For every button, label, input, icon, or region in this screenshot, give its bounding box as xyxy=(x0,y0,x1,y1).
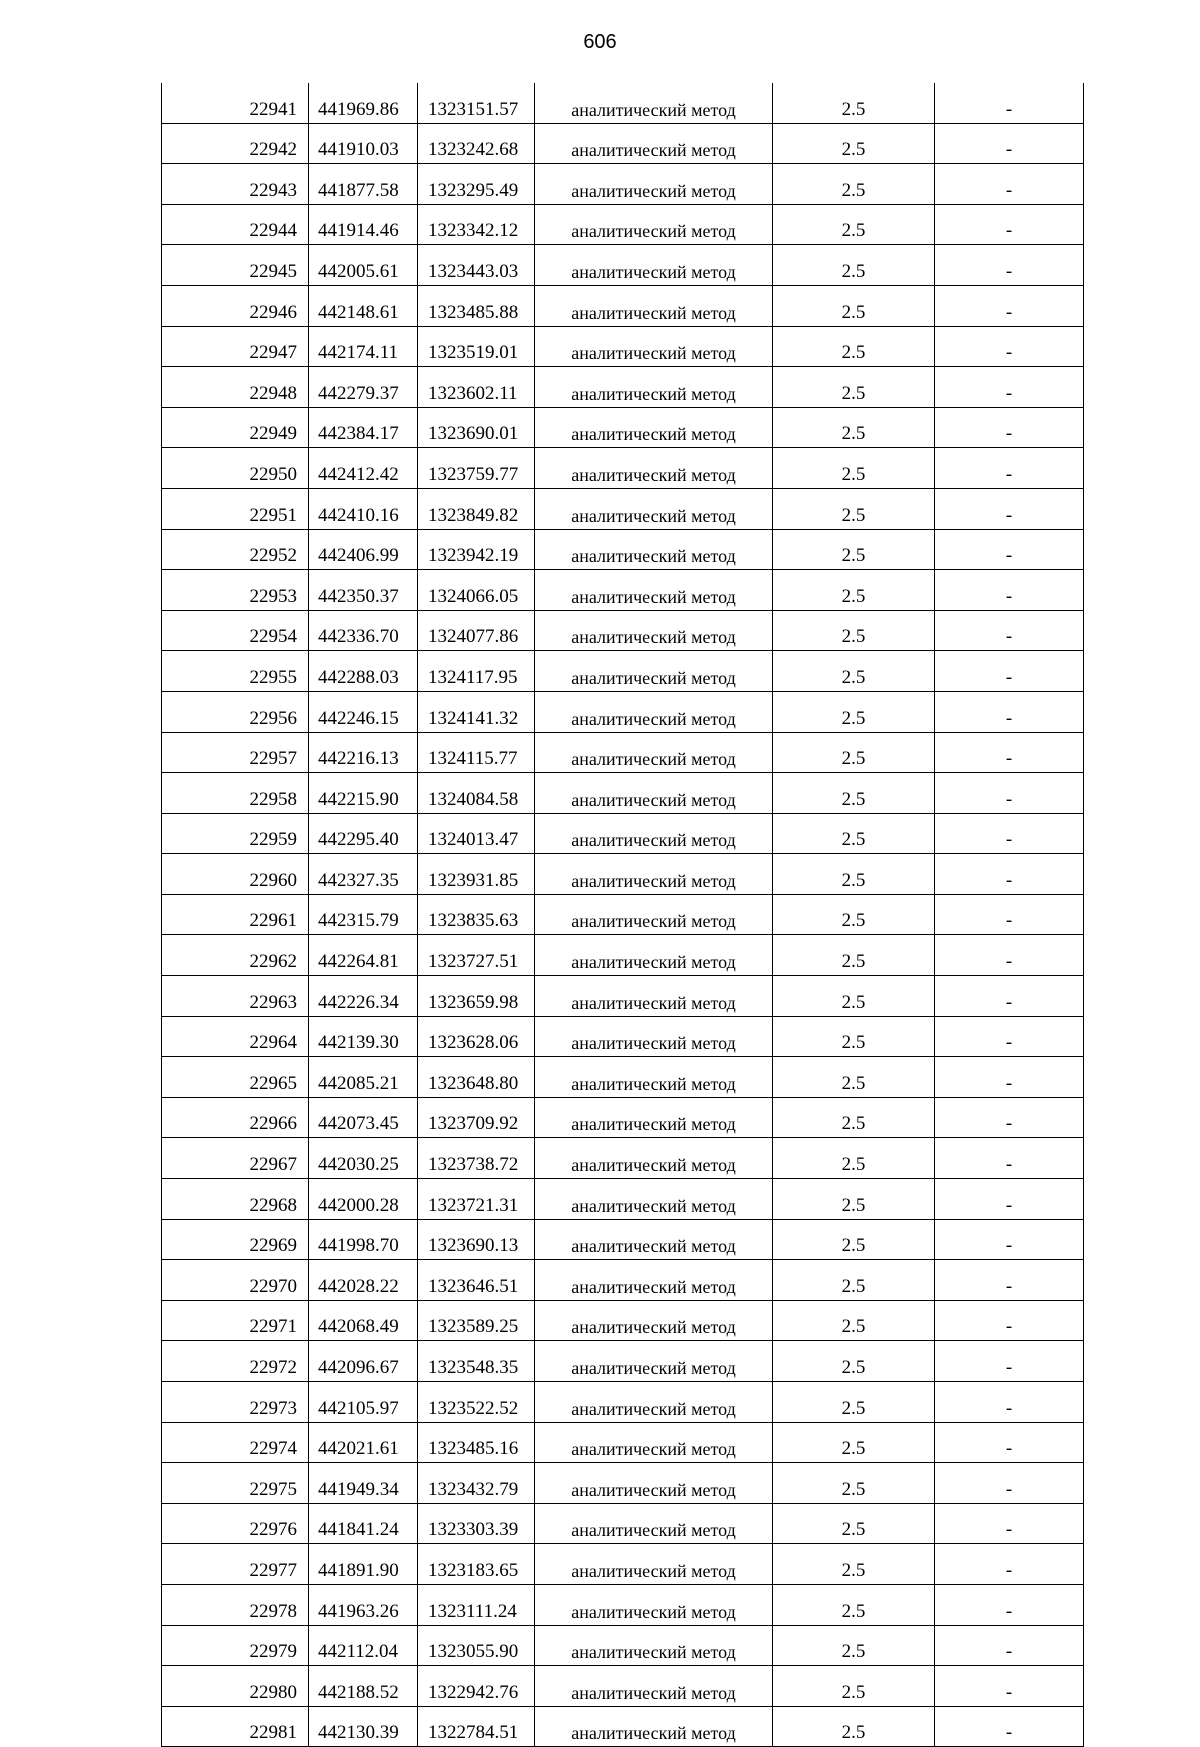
error-cell: 2.5 xyxy=(773,732,935,773)
note-cell: - xyxy=(935,773,1084,814)
point-number-cell: 22966 xyxy=(162,1097,309,1138)
note-cell: - xyxy=(935,732,1084,773)
note-cell: - xyxy=(935,1382,1084,1423)
method-cell: аналитический метод xyxy=(535,1057,773,1098)
table-row xyxy=(162,1219,1084,1260)
point-number-cell: 22965 xyxy=(162,1057,309,1098)
x-coordinate-cell: 442288.03 xyxy=(309,651,418,692)
y-coordinate-cell: 1323646.51 xyxy=(418,1260,535,1301)
error-cell: 2.5 xyxy=(773,1179,935,1220)
x-coordinate-cell: 441963.26 xyxy=(309,1584,418,1625)
table-row xyxy=(162,651,1084,692)
point-number-cell: 22980 xyxy=(162,1666,309,1707)
error-cell: 2.5 xyxy=(773,1503,935,1544)
note-cell: - xyxy=(935,1463,1084,1504)
x-coordinate-cell: 441969.86 xyxy=(309,83,418,123)
x-coordinate-cell: 442073.45 xyxy=(309,1097,418,1138)
point-number-cell: 22967 xyxy=(162,1138,309,1179)
note-cell: - xyxy=(935,1057,1084,1098)
error-cell: 2.5 xyxy=(773,1382,935,1423)
point-number-cell: 22941 xyxy=(162,83,309,123)
x-coordinate-cell: 442384.17 xyxy=(309,407,418,448)
method-cell: аналитический метод xyxy=(535,1422,773,1463)
x-coordinate-cell: 442315.79 xyxy=(309,894,418,935)
error-cell: 2.5 xyxy=(773,1544,935,1585)
x-coordinate-cell: 442216.13 xyxy=(309,732,418,773)
y-coordinate-cell: 1324141.32 xyxy=(418,691,535,732)
error-cell: 2.5 xyxy=(773,204,935,245)
table-row xyxy=(162,1584,1084,1625)
y-coordinate-cell: 1324013.47 xyxy=(418,813,535,854)
note-cell: - xyxy=(935,326,1084,367)
x-coordinate-cell: 442215.90 xyxy=(309,773,418,814)
table-row xyxy=(162,1179,1084,1220)
y-coordinate-cell: 1323342.12 xyxy=(418,204,535,245)
table-row xyxy=(162,773,1084,814)
table-row xyxy=(162,1016,1084,1057)
page-number: 606 xyxy=(583,31,617,53)
method-cell: аналитический метод xyxy=(535,326,773,367)
table-row xyxy=(162,1097,1084,1138)
point-number-cell: 22977 xyxy=(162,1544,309,1585)
error-cell: 2.5 xyxy=(773,1057,935,1098)
point-number-cell: 22981 xyxy=(162,1706,309,1747)
x-coordinate-cell: 442410.16 xyxy=(309,488,418,529)
note-cell: - xyxy=(935,1544,1084,1585)
point-number-cell: 22956 xyxy=(162,691,309,732)
y-coordinate-cell: 1322942.76 xyxy=(418,1666,535,1707)
table-row xyxy=(162,83,1084,123)
error-cell: 2.5 xyxy=(773,1706,935,1747)
note-cell: - xyxy=(935,245,1084,286)
error-cell: 2.5 xyxy=(773,245,935,286)
point-number-cell: 22951 xyxy=(162,488,309,529)
method-cell: аналитический метод xyxy=(535,164,773,205)
table-row xyxy=(162,1300,1084,1341)
method-cell: аналитический метод xyxy=(535,691,773,732)
error-cell: 2.5 xyxy=(773,488,935,529)
table-row xyxy=(162,123,1084,164)
x-coordinate-cell: 442096.67 xyxy=(309,1341,418,1382)
note-cell: - xyxy=(935,448,1084,489)
y-coordinate-cell: 1323759.77 xyxy=(418,448,535,489)
table-row xyxy=(162,1341,1084,1382)
y-coordinate-cell: 1323485.88 xyxy=(418,285,535,326)
error-cell: 2.5 xyxy=(773,773,935,814)
y-coordinate-cell: 1323849.82 xyxy=(418,488,535,529)
note-cell: - xyxy=(935,204,1084,245)
y-coordinate-cell: 1323659.98 xyxy=(418,976,535,1017)
method-cell: аналитический метод xyxy=(535,488,773,529)
point-number-cell: 22974 xyxy=(162,1422,309,1463)
x-coordinate-cell: 442174.11 xyxy=(309,326,418,367)
point-number-cell: 22971 xyxy=(162,1300,309,1341)
error-cell: 2.5 xyxy=(773,894,935,935)
x-coordinate-cell: 442264.81 xyxy=(309,935,418,976)
y-coordinate-cell: 1323602.11 xyxy=(418,367,535,408)
note-cell: - xyxy=(935,123,1084,164)
table-row xyxy=(162,164,1084,205)
note-cell: - xyxy=(935,1219,1084,1260)
table-row xyxy=(162,1260,1084,1301)
y-coordinate-cell: 1323738.72 xyxy=(418,1138,535,1179)
x-coordinate-cell: 442188.52 xyxy=(309,1666,418,1707)
y-coordinate-cell: 1323721.31 xyxy=(418,1179,535,1220)
note-cell: - xyxy=(935,1260,1084,1301)
note-cell: - xyxy=(935,1503,1084,1544)
y-coordinate-cell: 1323519.01 xyxy=(418,326,535,367)
y-coordinate-cell: 1323151.57 xyxy=(418,83,535,123)
x-coordinate-cell: 442130.39 xyxy=(309,1706,418,1747)
table-row xyxy=(162,1666,1084,1707)
method-cell: аналитический метод xyxy=(535,570,773,611)
point-number-cell: 22957 xyxy=(162,732,309,773)
table-row xyxy=(162,367,1084,408)
point-number-cell: 22960 xyxy=(162,854,309,895)
note-cell: - xyxy=(935,570,1084,611)
y-coordinate-cell: 1324077.86 xyxy=(418,610,535,651)
error-cell: 2.5 xyxy=(773,935,935,976)
point-number-cell: 22947 xyxy=(162,326,309,367)
method-cell: аналитический метод xyxy=(535,83,773,123)
table-row xyxy=(162,1625,1084,1666)
method-cell: аналитический метод xyxy=(535,1097,773,1138)
table-row xyxy=(162,204,1084,245)
note-cell: - xyxy=(935,529,1084,570)
table-row xyxy=(162,1057,1084,1098)
table-row xyxy=(162,976,1084,1017)
x-coordinate-cell: 442068.49 xyxy=(309,1300,418,1341)
coordinates-table xyxy=(161,83,1084,1747)
y-coordinate-cell: 1323628.06 xyxy=(418,1016,535,1057)
note-cell: - xyxy=(935,976,1084,1017)
table-row xyxy=(162,1503,1084,1544)
x-coordinate-cell: 441910.03 xyxy=(309,123,418,164)
method-cell: аналитический метод xyxy=(535,245,773,286)
error-cell: 2.5 xyxy=(773,610,935,651)
y-coordinate-cell: 1323942.19 xyxy=(418,529,535,570)
x-coordinate-cell: 442000.28 xyxy=(309,1179,418,1220)
y-coordinate-cell: 1323709.92 xyxy=(418,1097,535,1138)
x-coordinate-cell: 441877.58 xyxy=(309,164,418,205)
point-number-cell: 22979 xyxy=(162,1625,309,1666)
x-coordinate-cell: 441914.46 xyxy=(309,204,418,245)
error-cell: 2.5 xyxy=(773,285,935,326)
x-coordinate-cell: 442279.37 xyxy=(309,367,418,408)
table-row xyxy=(162,935,1084,976)
error-cell: 2.5 xyxy=(773,367,935,408)
note-cell: - xyxy=(935,1179,1084,1220)
error-cell: 2.5 xyxy=(773,976,935,1017)
x-coordinate-cell: 442350.37 xyxy=(309,570,418,611)
y-coordinate-cell: 1324117.95 xyxy=(418,651,535,692)
error-cell: 2.5 xyxy=(773,1219,935,1260)
method-cell: аналитический метод xyxy=(535,854,773,895)
note-cell: - xyxy=(935,894,1084,935)
table-row xyxy=(162,488,1084,529)
table-row xyxy=(162,1706,1084,1747)
error-cell: 2.5 xyxy=(773,326,935,367)
point-number-cell: 22955 xyxy=(162,651,309,692)
method-cell: аналитический метод xyxy=(535,1179,773,1220)
method-cell: аналитический метод xyxy=(535,1544,773,1585)
x-coordinate-cell: 442412.42 xyxy=(309,448,418,489)
method-cell: аналитический метод xyxy=(535,529,773,570)
point-number-cell: 22952 xyxy=(162,529,309,570)
table-row xyxy=(162,854,1084,895)
table-row xyxy=(162,732,1084,773)
y-coordinate-cell: 1324066.05 xyxy=(418,570,535,611)
method-cell: аналитический метод xyxy=(535,732,773,773)
error-cell: 2.5 xyxy=(773,691,935,732)
point-number-cell: 22946 xyxy=(162,285,309,326)
point-number-cell: 22976 xyxy=(162,1503,309,1544)
point-number-cell: 22970 xyxy=(162,1260,309,1301)
point-number-cell: 22978 xyxy=(162,1584,309,1625)
y-coordinate-cell: 1323589.25 xyxy=(418,1300,535,1341)
error-cell: 2.5 xyxy=(773,529,935,570)
table-row xyxy=(162,1382,1084,1423)
method-cell: аналитический метод xyxy=(535,1016,773,1057)
y-coordinate-cell: 1324084.58 xyxy=(418,773,535,814)
method-cell: аналитический метод xyxy=(535,935,773,976)
table-row xyxy=(162,1422,1084,1463)
table-row xyxy=(162,1544,1084,1585)
method-cell: аналитический метод xyxy=(535,651,773,692)
point-number-cell: 22969 xyxy=(162,1219,309,1260)
x-coordinate-cell: 442030.25 xyxy=(309,1138,418,1179)
x-coordinate-cell: 442021.61 xyxy=(309,1422,418,1463)
error-cell: 2.5 xyxy=(773,570,935,611)
note-cell: - xyxy=(935,83,1084,123)
error-cell: 2.5 xyxy=(773,1341,935,1382)
x-coordinate-cell: 442327.35 xyxy=(309,854,418,895)
point-number-cell: 22972 xyxy=(162,1341,309,1382)
x-coordinate-cell: 441998.70 xyxy=(309,1219,418,1260)
method-cell: аналитический метод xyxy=(535,976,773,1017)
x-coordinate-cell: 442246.15 xyxy=(309,691,418,732)
y-coordinate-cell: 1323055.90 xyxy=(418,1625,535,1666)
method-cell: аналитический метод xyxy=(535,813,773,854)
point-number-cell: 22953 xyxy=(162,570,309,611)
method-cell: аналитический метод xyxy=(535,894,773,935)
y-coordinate-cell: 1323242.68 xyxy=(418,123,535,164)
y-coordinate-cell: 1323443.03 xyxy=(418,245,535,286)
y-coordinate-cell: 1323295.49 xyxy=(418,164,535,205)
x-coordinate-cell: 442028.22 xyxy=(309,1260,418,1301)
error-cell: 2.5 xyxy=(773,1625,935,1666)
error-cell: 2.5 xyxy=(773,1016,935,1057)
note-cell: - xyxy=(935,935,1084,976)
error-cell: 2.5 xyxy=(773,1138,935,1179)
y-coordinate-cell: 1323931.85 xyxy=(418,854,535,895)
table-row xyxy=(162,1463,1084,1504)
x-coordinate-cell: 442085.21 xyxy=(309,1057,418,1098)
method-cell: аналитический метод xyxy=(535,610,773,651)
x-coordinate-cell: 441949.34 xyxy=(309,1463,418,1504)
method-cell: аналитический метод xyxy=(535,1666,773,1707)
error-cell: 2.5 xyxy=(773,123,935,164)
x-coordinate-cell: 442295.40 xyxy=(309,813,418,854)
method-cell: аналитический метод xyxy=(535,1463,773,1504)
y-coordinate-cell: 1323648.80 xyxy=(418,1057,535,1098)
y-coordinate-cell: 1323485.16 xyxy=(418,1422,535,1463)
error-cell: 2.5 xyxy=(773,854,935,895)
error-cell: 2.5 xyxy=(773,651,935,692)
x-coordinate-cell: 442406.99 xyxy=(309,529,418,570)
table-row xyxy=(162,245,1084,286)
error-cell: 2.5 xyxy=(773,1300,935,1341)
method-cell: аналитический метод xyxy=(535,285,773,326)
table-row xyxy=(162,529,1084,570)
point-number-cell: 22950 xyxy=(162,448,309,489)
note-cell: - xyxy=(935,1097,1084,1138)
point-number-cell: 22959 xyxy=(162,813,309,854)
note-cell: - xyxy=(935,1422,1084,1463)
note-cell: - xyxy=(935,1341,1084,1382)
point-number-cell: 22963 xyxy=(162,976,309,1017)
error-cell: 2.5 xyxy=(773,448,935,489)
method-cell: аналитический метод xyxy=(535,1260,773,1301)
method-cell: аналитический метод xyxy=(535,367,773,408)
method-cell: аналитический метод xyxy=(535,448,773,489)
note-cell: - xyxy=(935,651,1084,692)
method-cell: аналитический метод xyxy=(535,1503,773,1544)
error-cell: 2.5 xyxy=(773,83,935,123)
x-coordinate-cell: 441891.90 xyxy=(309,1544,418,1585)
x-coordinate-cell: 442112.04 xyxy=(309,1625,418,1666)
error-cell: 2.5 xyxy=(773,1260,935,1301)
table-row xyxy=(162,813,1084,854)
y-coordinate-cell: 1323111.24 xyxy=(418,1584,535,1625)
note-cell: - xyxy=(935,1300,1084,1341)
note-cell: - xyxy=(935,813,1084,854)
table-row xyxy=(162,285,1084,326)
error-cell: 2.5 xyxy=(773,164,935,205)
y-coordinate-cell: 1323183.65 xyxy=(418,1544,535,1585)
y-coordinate-cell: 1323432.79 xyxy=(418,1463,535,1504)
x-coordinate-cell: 442005.61 xyxy=(309,245,418,286)
point-number-cell: 22948 xyxy=(162,367,309,408)
point-number-cell: 22942 xyxy=(162,123,309,164)
note-cell: - xyxy=(935,854,1084,895)
x-coordinate-cell: 441841.24 xyxy=(309,1503,418,1544)
error-cell: 2.5 xyxy=(773,1584,935,1625)
method-cell: аналитический метод xyxy=(535,1382,773,1423)
table-row xyxy=(162,326,1084,367)
note-cell: - xyxy=(935,1016,1084,1057)
y-coordinate-cell: 1323690.01 xyxy=(418,407,535,448)
method-cell: аналитический метод xyxy=(535,1300,773,1341)
point-number-cell: 22961 xyxy=(162,894,309,935)
point-number-cell: 22964 xyxy=(162,1016,309,1057)
method-cell: аналитический метод xyxy=(535,1341,773,1382)
y-coordinate-cell: 1323835.63 xyxy=(418,894,535,935)
note-cell: - xyxy=(935,610,1084,651)
note-cell: - xyxy=(935,407,1084,448)
error-cell: 2.5 xyxy=(773,1666,935,1707)
x-coordinate-cell: 442105.97 xyxy=(309,1382,418,1423)
note-cell: - xyxy=(935,1625,1084,1666)
method-cell: аналитический метод xyxy=(535,1706,773,1747)
error-cell: 2.5 xyxy=(773,1097,935,1138)
error-cell: 2.5 xyxy=(773,1463,935,1504)
table-row xyxy=(162,407,1084,448)
y-coordinate-cell: 1323522.52 xyxy=(418,1382,535,1423)
error-cell: 2.5 xyxy=(773,1422,935,1463)
table-row xyxy=(162,691,1084,732)
method-cell: аналитический метод xyxy=(535,123,773,164)
table-body xyxy=(162,83,1084,1747)
y-coordinate-cell: 1323548.35 xyxy=(418,1341,535,1382)
note-cell: - xyxy=(935,488,1084,529)
table-row xyxy=(162,570,1084,611)
y-coordinate-cell: 1323727.51 xyxy=(418,935,535,976)
note-cell: - xyxy=(935,1706,1084,1747)
y-coordinate-cell: 1324115.77 xyxy=(418,732,535,773)
x-coordinate-cell: 442226.34 xyxy=(309,976,418,1017)
note-cell: - xyxy=(935,1138,1084,1179)
table-row xyxy=(162,1138,1084,1179)
y-coordinate-cell: 1323303.39 xyxy=(418,1503,535,1544)
note-cell: - xyxy=(935,1666,1084,1707)
method-cell: аналитический метод xyxy=(535,1625,773,1666)
method-cell: аналитический метод xyxy=(535,407,773,448)
x-coordinate-cell: 442148.61 xyxy=(309,285,418,326)
y-coordinate-cell: 1322784.51 xyxy=(418,1706,535,1747)
point-number-cell: 22975 xyxy=(162,1463,309,1504)
y-coordinate-cell: 1323690.13 xyxy=(418,1219,535,1260)
point-number-cell: 22973 xyxy=(162,1382,309,1423)
note-cell: - xyxy=(935,691,1084,732)
point-number-cell: 22943 xyxy=(162,164,309,205)
point-number-cell: 22944 xyxy=(162,204,309,245)
method-cell: аналитический метод xyxy=(535,1584,773,1625)
point-number-cell: 22949 xyxy=(162,407,309,448)
method-cell: аналитический метод xyxy=(535,1138,773,1179)
method-cell: аналитический метод xyxy=(535,773,773,814)
point-number-cell: 22968 xyxy=(162,1179,309,1220)
note-cell: - xyxy=(935,1584,1084,1625)
method-cell: аналитический метод xyxy=(535,204,773,245)
method-cell: аналитический метод xyxy=(535,1219,773,1260)
point-number-cell: 22954 xyxy=(162,610,309,651)
error-cell: 2.5 xyxy=(773,407,935,448)
point-number-cell: 22958 xyxy=(162,773,309,814)
table-row xyxy=(162,448,1084,489)
note-cell: - xyxy=(935,164,1084,205)
table-row xyxy=(162,610,1084,651)
x-coordinate-cell: 442139.30 xyxy=(309,1016,418,1057)
note-cell: - xyxy=(935,367,1084,408)
error-cell: 2.5 xyxy=(773,813,935,854)
point-number-cell: 22962 xyxy=(162,935,309,976)
x-coordinate-cell: 442336.70 xyxy=(309,610,418,651)
table-row xyxy=(162,894,1084,935)
note-cell: - xyxy=(935,285,1084,326)
point-number-cell: 22945 xyxy=(162,245,309,286)
